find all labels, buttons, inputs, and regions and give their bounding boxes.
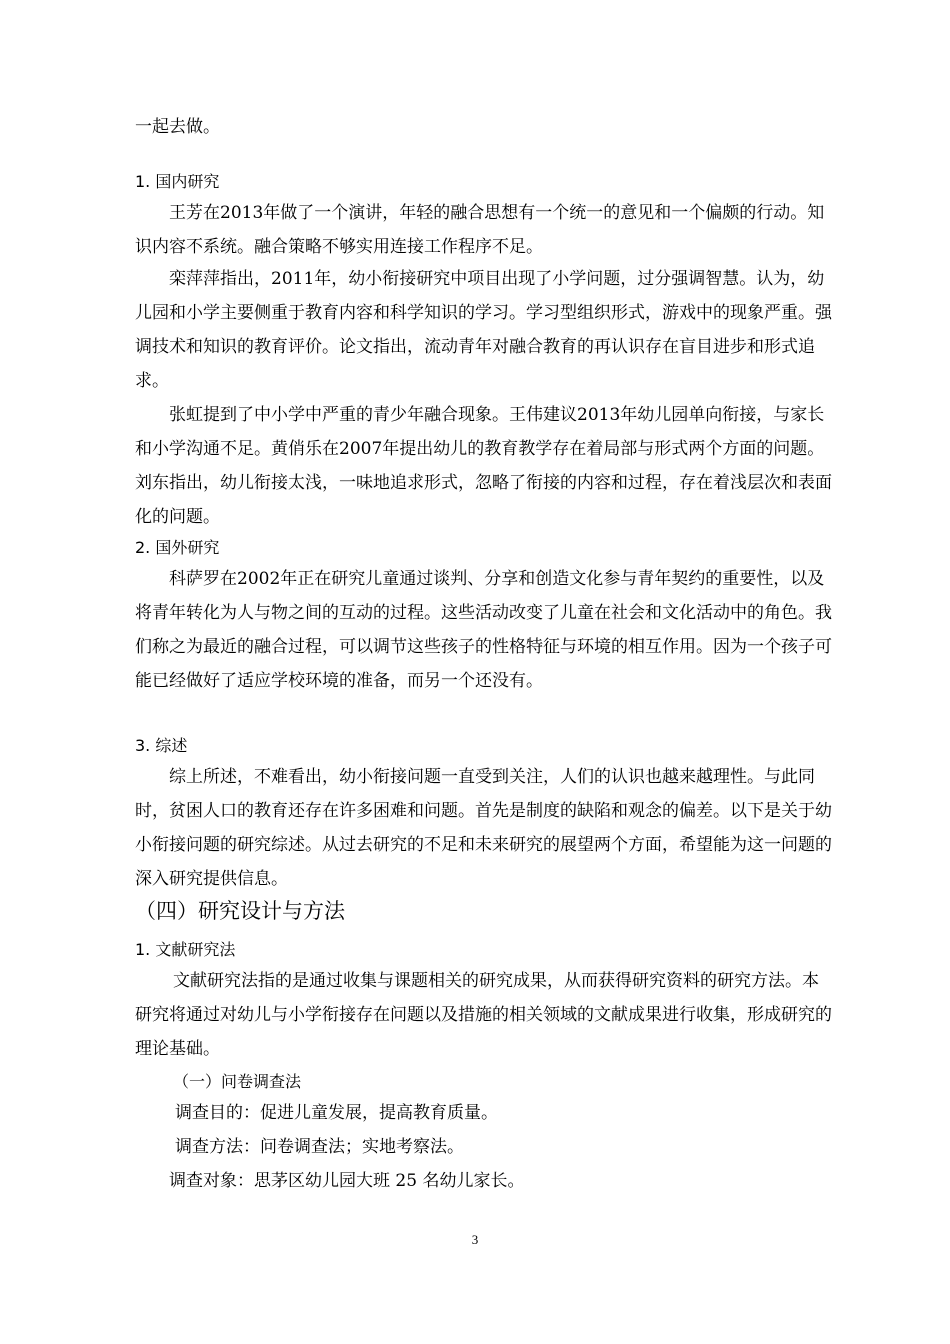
paragraph-kosaro: 科萨罗在2002年正在研究儿童通过谈判、分享和创造文化参与青年契约的重要性，以及将青年转化为人与物之间的互动的过程。这些活动改变了儿童在社会和文化活动中的角色。我们称之为最近的融合过程，可以调节这些孩子的性格特征与环境的相互作用。因为一个孩子可能已经做好了适应学校环境的准备，而另一个还没有。	[135, 569, 832, 691]
paragraph-wangfang: 王芳在2013年做了一个演讲，年轻的融合思想有一个统一的意见和一个偏颇的行动。知识内容不系统。融合策略不够实用连接工作程序不足。	[135, 203, 825, 257]
page-number: 3	[471, 1232, 479, 1247]
paragraph-luanpingping: 栾萍萍指出，2011年，幼小衔接研究中项目出现了小学问题，过分强调智慧。认为，幼儿园和小学主要侧重于教育内容和科学知识的学习。学习型组织形式，游戏中的现象严重。强调技术和知识的教育评价。论文指出，流动青年对融合教育的再认识存在盲目进步和形式追求。	[135, 269, 832, 391]
survey-purpose: 调查目的：促进儿童发展，提高教育质量。	[175, 1103, 498, 1123]
paragraph-summary: 综上所述，不难看出，幼小衔接问题一直受到关注，人们的认识也越来越理性。与此同时，贫困人口的教育还存在许多困难和问题。首先是制度的缺陷和观念的偏差。以下是关于幼小衔接问题的研究综述。从过去研究的不足和未来研究的展望两个方面，希望能为这一问题的深入研究提供信息。	[135, 767, 832, 889]
heading-questionnaire-method: （一）问卷调查法	[173, 1072, 302, 1091]
survey-object: 调查对象：思茅区幼儿园大班 25 名幼儿家长。	[169, 1171, 525, 1191]
survey-method: 调查方法：问卷调查法；实地考察法。	[175, 1137, 464, 1157]
carryover-paragraph: 一起去做。	[135, 117, 220, 137]
section-heading-design-method: （四）研究设计与方法	[135, 899, 345, 923]
heading-domestic-research: 1. 国内研究	[135, 172, 220, 191]
paragraph-literature-method: 文献研究法指的是通过收集与课题相关的研究成果，从而获得研究资料的研究方法。本研究将通过对幼儿与小学衔接存在问题以及措施的相关领域的文献成果进行收集，形成研究的理论基础。	[135, 971, 832, 1059]
heading-summary: 3. 综述	[135, 736, 188, 755]
heading-foreign-research: 2. 国外研究	[135, 538, 220, 557]
paragraph-zhanghong: 张虹提到了中小学中严重的青少年融合现象。王伟建议2013年幼儿园单向衔接，与家长和小学沟通不足。黄俏乐在2007年提出幼儿的教育教学存在着局部与形式两个方面的问题。刘东指出，幼儿衔接太浅，一味地追求形式，忽略了衔接的内容和过程，存在着浅层次和表面化的问题。	[135, 405, 832, 527]
heading-literature-method: 1. 文献研究法	[135, 940, 236, 959]
